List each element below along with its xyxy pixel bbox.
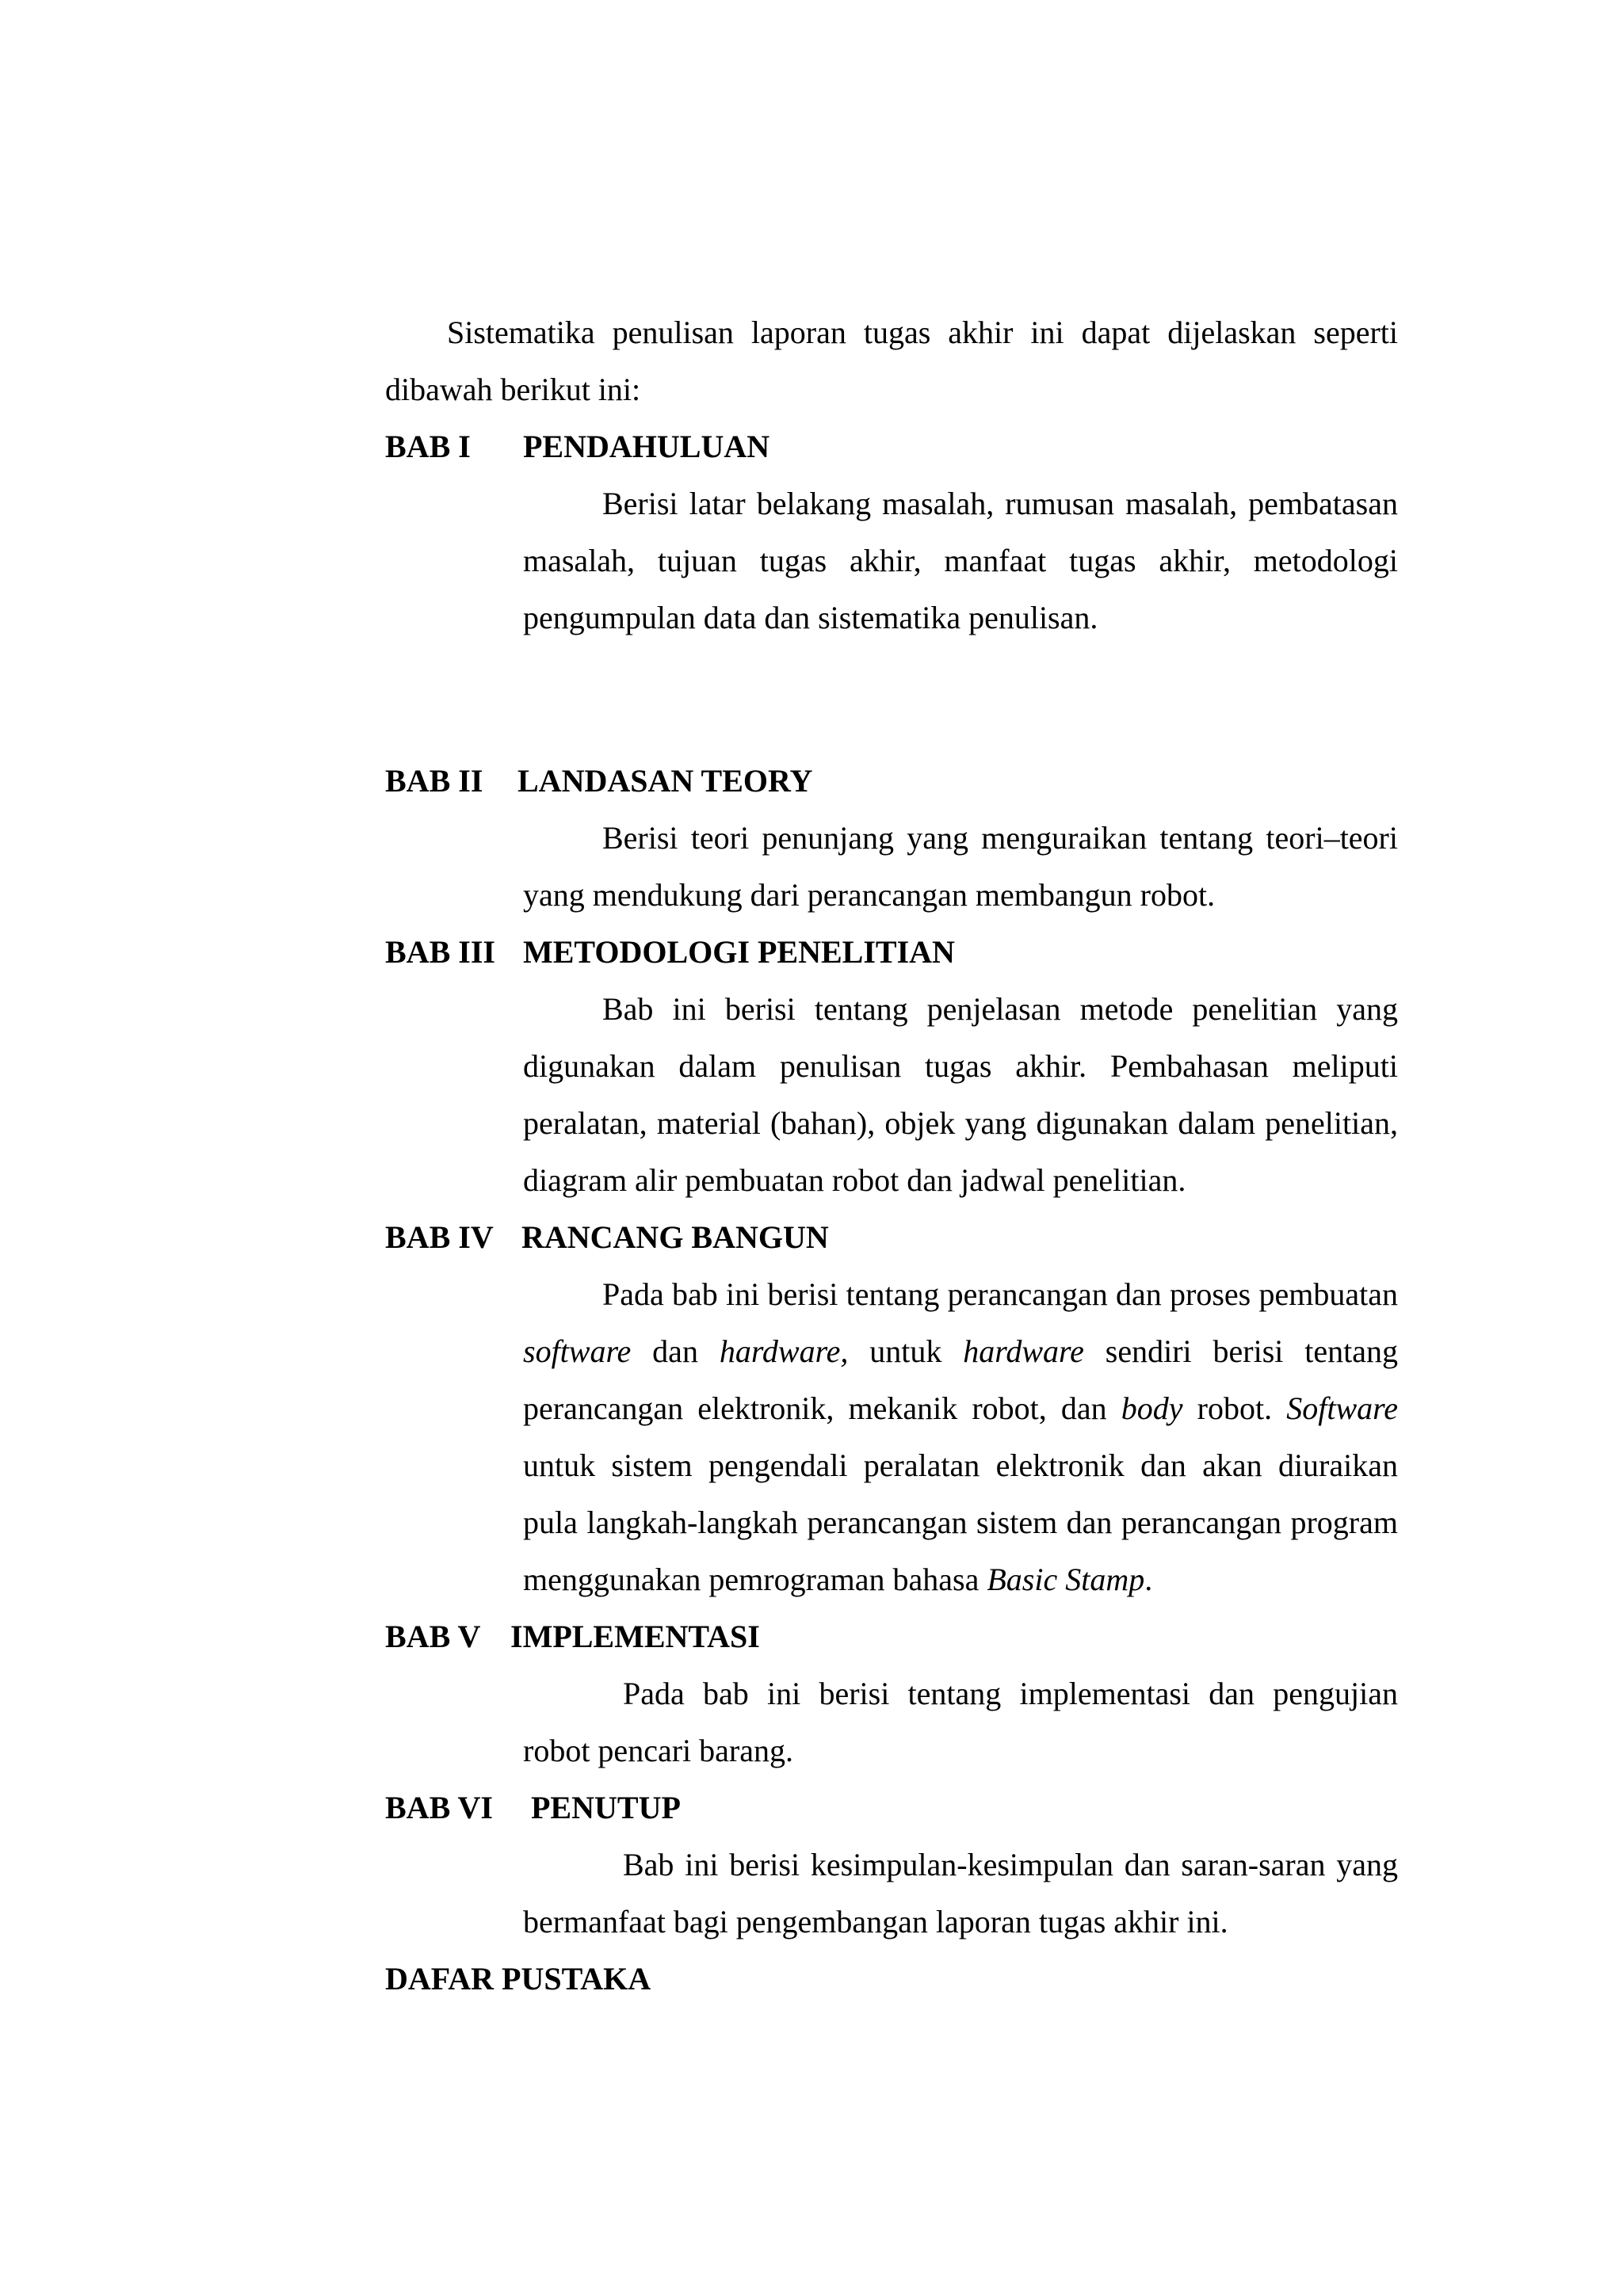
intro-paragraph: Sistematika penulisan laporan tugas akhir ini dapat dijelaskan seperti dibawah berikut ini: [385,315,1398,407]
chapter-heading [385,1779,1398,1836]
document-content [385,304,1398,2008]
body-text-run: sendiri berisi tentang perancangan elektronik, mekanik robot, dan [523,1333,1398,1426]
chapter-number: BAB VI [385,1790,493,1825]
chapter-heading [385,1608,1398,1665]
chapter-body-text: Berisi teori penunjang yang menguraikan tentang teori–teori yang mendukung dari perancangan membangun robot. [523,820,1398,913]
body-text-run: dan [631,1333,720,1369]
body-text-run: robot. [1182,1390,1287,1426]
bibliography-heading [385,1951,1398,2008]
chapter-body-text: Berisi latar belakang masalah, rumusan masalah, pembatasan masalah, tujuan tugas akhir, manfaat tugas akhir, metodologi pengumpulan data dan sistematika penulisan. [523,486,1398,635]
chapter-heading [385,753,1398,810]
chapter-title: LANDASAN TEORY [517,763,813,799]
chapter-2 [385,753,1398,924]
chapter-body-text: Bab ini berisi tentang penjelasan metode penelitian yang digunakan dalam penulisan tugas akhir. Pembahasan meliputi peralatan, material (bahan), objek yang digunakan dalam penelitian, diagram alir pembuatan robot dan jadwal penelitian. [523,991,1398,1198]
bibliography-title: DAFAR PUSTAKA [385,1961,651,1997]
chapter-body-text: Pada bab ini berisi tentang implementasi dan pengujian robot pencari barang. [523,1676,1398,1768]
body-text-italic: hardware, [719,1333,849,1369]
chapter-heading [385,418,1398,475]
body-text-italic: Basic Stamp [987,1562,1145,1597]
body-text-italic: body [1121,1390,1183,1426]
chapter-number: BAB IV [385,1219,494,1255]
body-text-run: Pada bab ini berisi tentang perancangan dan proses pembuatan [602,1276,1398,1312]
chapter-description [523,810,1398,924]
body-text-run: . [1144,1562,1153,1597]
chapter-description [523,1665,1398,1779]
chapter-title: IMPLEMENTASI [510,1619,760,1654]
body-text-italic: hardware [963,1333,1084,1369]
chapter-body-text: Bab ini berisi kesimpulan-kesimpulan dan saran-saran yang bermanfaat bagi pengembangan laporan tugas akhir ini. [523,1847,1398,1939]
chapter-number: BAB III [385,934,495,970]
chapter-description [523,1836,1398,1951]
chapter-heading [385,924,1398,981]
chapter-4 [385,1209,1398,1608]
chapter-heading [385,1209,1398,1266]
vertical-gap [385,646,1398,753]
chapter-title: PENUTUP [531,1790,681,1825]
chapter-3 [385,924,1398,1209]
body-text-italic: Software [1286,1390,1398,1426]
chapter-title: PENDAHULUAN [523,429,770,464]
chapter-body-text [523,1266,1398,1608]
body-text-run: untuk sistem pengendali peralatan elektronik dan akan diuraikan pula langkah-langkah perancangan sistem dan perancangan program menggunakan pemrograman bahasa [523,1447,1398,1597]
chapter-5 [385,1608,1398,1779]
chapter-6 [385,1779,1398,1951]
chapter-description [523,475,1398,646]
chapter-number: BAB I [385,429,471,464]
chapter-number: BAB V [385,1619,481,1654]
chapter-1 [385,418,1398,646]
body-text-italic: software [523,1333,632,1369]
chapter-title: RANCANG BANGUN [521,1219,829,1255]
chapter-title: METODOLOGI PENELITIAN [523,934,955,970]
body-text-run: untuk [848,1333,964,1369]
chapter-number: BAB II [385,763,483,799]
chapter-description [523,1266,1398,1608]
chapter-description [523,981,1398,1209]
